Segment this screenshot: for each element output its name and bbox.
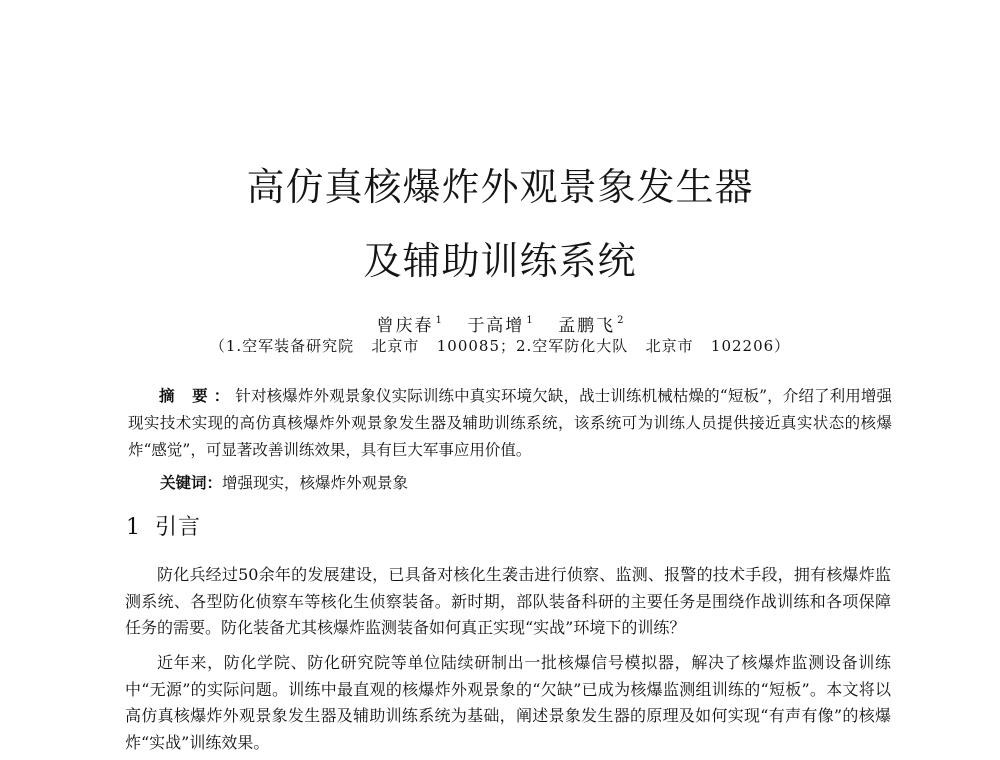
author-name: 曾庆春 bbox=[376, 316, 434, 336]
author-list bbox=[0, 310, 1000, 337]
author bbox=[467, 316, 532, 336]
keywords bbox=[160, 470, 860, 496]
section-number: 1 bbox=[126, 515, 141, 540]
author-affiliation-mark: 1 bbox=[526, 315, 533, 326]
author bbox=[558, 316, 623, 336]
paper-title-line-1: 高仿真核爆炸外观景象发生器 bbox=[246, 165, 754, 209]
abstract bbox=[128, 382, 892, 464]
keywords-text: 增强现实，核爆炸外观景象 bbox=[222, 474, 409, 492]
author-affiliation-mark: 2 bbox=[617, 315, 624, 326]
affiliation-line: （1.空军装备研究院 北京市 100085；2.空军防化大队 北京市 102206） bbox=[209, 337, 791, 355]
author-name: 于高增 bbox=[467, 316, 525, 336]
paper-title-line-2: 及辅助训练系统 bbox=[363, 239, 637, 283]
author-name: 孟鹏飞 bbox=[558, 316, 616, 336]
body-paragraph: 防化兵经过50余年的发展建设，已具备对核化生袭击进行侦察、监测、报警的技术手段，拥有核爆炸监测系统、各型防化侦察车等核化生侦察装备。新时期，部队装备科研的主要任务是围绕作战训练和各项保障任务的需要。防化装备尤其核爆炸监测装备如何真正实现“实战”环境下的训练？ bbox=[125, 565, 891, 637]
author bbox=[377, 316, 442, 336]
section-title: 引言 bbox=[155, 515, 202, 540]
abstract-text: 针对核爆炸外观景象仪实际训练中真实环境欠缺，战士训练机械枯燥的“短板”，介绍了利用增强现实技术实现的高仿真核爆炸外观景象发生器及辅助训练系统，该系统可为训练人员提供接近真实状态的核爆炸“感觉”，可显著改善训练效果，具有巨大军事应用价值。 bbox=[128, 387, 892, 459]
section-heading bbox=[126, 513, 201, 543]
keywords-label: 关键词： bbox=[160, 473, 223, 492]
body-paragraph: 近年来，防化学院、防化研究院等单位陆续研制出一批核爆信号模拟器，解决了核爆炸监测设备训练中“无源”的实际问题。训练中最直观的核爆炸外观景象的“欠缺”已成为核爆监测组训练的“短板”。本文将以高仿真核爆炸外观景象发生器及辅助训练系统为基础，阐述景象发生器的原理及如何实现“有声有像”的核爆炸“实战”训练效果。 bbox=[125, 653, 891, 752]
abstract-label: 摘 要： bbox=[159, 386, 236, 405]
author-affiliation-mark: 1 bbox=[435, 315, 442, 326]
